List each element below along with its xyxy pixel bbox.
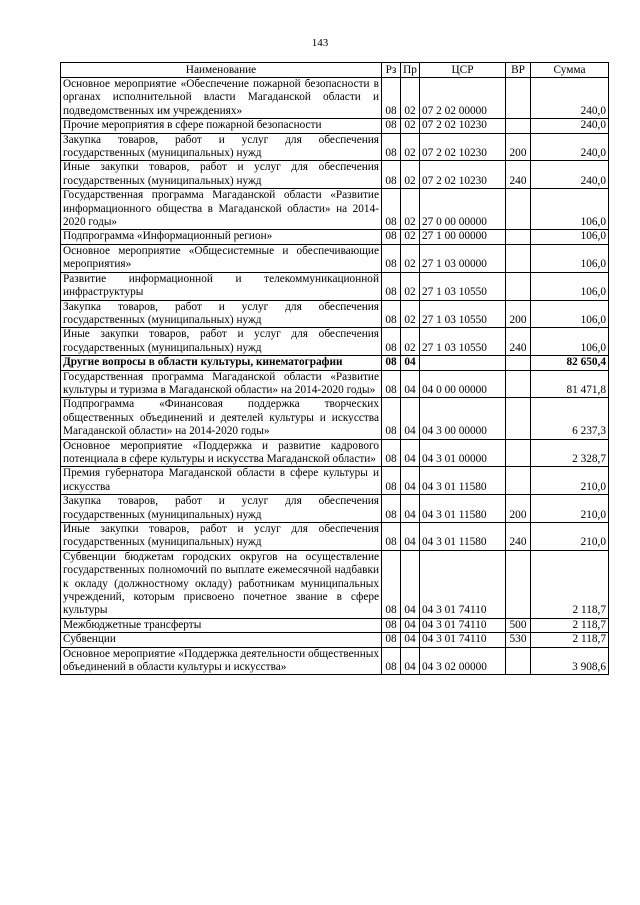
table-row bbox=[61, 133, 609, 161]
cell-sum: 2 118,7 bbox=[531, 633, 609, 647]
cell-rz: 08 bbox=[382, 356, 401, 370]
cell-name: Прочие мероприятия в сфере пожарной безопасности bbox=[61, 119, 382, 133]
cell-name: Государственная программа Магаданской области «Развитие культуры и туризма в Магаданской области» на 2014-2020 годы» bbox=[61, 370, 382, 398]
cell-vr bbox=[506, 467, 531, 495]
cell-vr bbox=[506, 398, 531, 439]
table-row bbox=[61, 119, 609, 133]
cell-sum: 240,0 bbox=[531, 119, 609, 133]
table-row bbox=[61, 272, 609, 300]
cell-name: Субвенции bbox=[61, 633, 382, 647]
table-row bbox=[61, 633, 609, 647]
cell-sum: 3 908,6 bbox=[531, 647, 609, 675]
cell-name: Основное мероприятие «Общесистемные и обеспечивающие мероприятия» bbox=[61, 244, 382, 272]
table-row bbox=[61, 230, 609, 244]
header-csr: ЦСР bbox=[420, 63, 506, 78]
cell-rz: 08 bbox=[382, 495, 401, 523]
cell-rz: 08 bbox=[382, 398, 401, 439]
cell-name: Иные закупки товаров, работ и услуг для обеспечения государственных (муниципальных) нужд bbox=[61, 328, 382, 356]
cell-vr bbox=[506, 370, 531, 398]
cell-vr bbox=[506, 230, 531, 244]
cell-sum: 2 328,7 bbox=[531, 439, 609, 467]
cell-pr: 02 bbox=[401, 78, 420, 119]
cell-rz: 08 bbox=[382, 633, 401, 647]
header-sum: Сумма bbox=[531, 63, 609, 78]
cell-pr: 02 bbox=[401, 189, 420, 230]
cell-pr: 04 bbox=[401, 439, 420, 467]
cell-pr: 04 bbox=[401, 495, 420, 523]
cell-csr: 04 3 01 11580 bbox=[420, 467, 506, 495]
cell-csr: 04 3 01 74110 bbox=[420, 618, 506, 632]
table-row bbox=[61, 328, 609, 356]
cell-pr: 02 bbox=[401, 161, 420, 189]
cell-rz: 08 bbox=[382, 300, 401, 328]
cell-sum: 240,0 bbox=[531, 78, 609, 119]
cell-rz: 08 bbox=[382, 272, 401, 300]
cell-csr: 04 0 00 00000 bbox=[420, 370, 506, 398]
cell-pr: 04 bbox=[401, 633, 420, 647]
cell-rz: 08 bbox=[382, 439, 401, 467]
cell-pr: 02 bbox=[401, 272, 420, 300]
header-vr: ВР bbox=[506, 63, 531, 78]
header-name: Наименование bbox=[61, 63, 382, 78]
cell-name: Закупка товаров, работ и услуг для обеспечения государственных (муниципальных) нужд bbox=[61, 495, 382, 523]
cell-vr: 200 bbox=[506, 133, 531, 161]
cell-vr bbox=[506, 550, 531, 618]
cell-name: Подпрограмма «Информационный регион» bbox=[61, 230, 382, 244]
cell-rz: 08 bbox=[382, 189, 401, 230]
cell-sum: 106,0 bbox=[531, 230, 609, 244]
cell-name: Субвенции бюджетам городских округов на осуществление государственных полномочий по выплате ежемесячной надбавки к окладу (должностному окладу) работникам муниципальных учреждений, которым присвоено почетное звание в сфере культуры bbox=[61, 550, 382, 618]
cell-csr: 27 1 03 10550 bbox=[420, 328, 506, 356]
cell-rz: 08 bbox=[382, 618, 401, 632]
cell-csr: 27 1 03 10550 bbox=[420, 272, 506, 300]
table-body bbox=[61, 78, 609, 675]
cell-csr: 27 1 03 00000 bbox=[420, 244, 506, 272]
cell-name: Иные закупки товаров, работ и услуг для обеспечения государственных (муниципальных) нужд bbox=[61, 161, 382, 189]
table-row bbox=[61, 189, 609, 230]
cell-name: Премия губернатора Магаданской области в сфере культуры и искусства bbox=[61, 467, 382, 495]
cell-csr: 04 3 01 74110 bbox=[420, 550, 506, 618]
table-header-row bbox=[61, 63, 609, 78]
cell-sum: 210,0 bbox=[531, 523, 609, 551]
cell-rz: 08 bbox=[382, 523, 401, 551]
cell-pr: 02 bbox=[401, 119, 420, 133]
cell-pr: 02 bbox=[401, 328, 420, 356]
cell-pr: 02 bbox=[401, 300, 420, 328]
cell-sum: 2 118,7 bbox=[531, 550, 609, 618]
cell-name: Государственная программа Магаданской области «Развитие информационного общества в Магаданской области» на 2014-2020 годы» bbox=[61, 189, 382, 230]
table-row bbox=[61, 550, 609, 618]
cell-pr: 04 bbox=[401, 523, 420, 551]
table-row bbox=[61, 618, 609, 632]
cell-csr: 27 1 00 00000 bbox=[420, 230, 506, 244]
cell-rz: 08 bbox=[382, 647, 401, 675]
cell-sum: 210,0 bbox=[531, 467, 609, 495]
table-row bbox=[61, 356, 609, 370]
table-row bbox=[61, 647, 609, 675]
cell-pr: 02 bbox=[401, 244, 420, 272]
cell-csr: 07 2 02 10230 bbox=[420, 119, 506, 133]
cell-csr: 07 2 02 10230 bbox=[420, 133, 506, 161]
cell-pr: 02 bbox=[401, 230, 420, 244]
cell-sum: 210,0 bbox=[531, 495, 609, 523]
cell-rz: 08 bbox=[382, 467, 401, 495]
cell-sum: 106,0 bbox=[531, 328, 609, 356]
cell-vr bbox=[506, 244, 531, 272]
cell-vr: 240 bbox=[506, 328, 531, 356]
page-number: 143 bbox=[311, 37, 329, 49]
cell-vr: 200 bbox=[506, 495, 531, 523]
cell-vr: 500 bbox=[506, 618, 531, 632]
cell-vr bbox=[506, 119, 531, 133]
cell-rz: 08 bbox=[382, 78, 401, 119]
budget-table bbox=[60, 62, 609, 675]
cell-vr: 240 bbox=[506, 161, 531, 189]
table-row bbox=[61, 78, 609, 119]
table-row bbox=[61, 439, 609, 467]
cell-rz: 08 bbox=[382, 119, 401, 133]
cell-sum: 106,0 bbox=[531, 244, 609, 272]
cell-name: Основное мероприятие «Поддержка и развитие кадрового потенциала в сфере культуры и искусства Магаданской области» bbox=[61, 439, 382, 467]
cell-sum: 6 237,3 bbox=[531, 398, 609, 439]
header-rz: Рз bbox=[382, 63, 401, 78]
cell-sum: 240,0 bbox=[531, 133, 609, 161]
table-row bbox=[61, 398, 609, 439]
cell-sum: 240,0 bbox=[531, 161, 609, 189]
cell-rz: 08 bbox=[382, 133, 401, 161]
cell-sum: 2 118,7 bbox=[531, 618, 609, 632]
cell-vr: 200 bbox=[506, 300, 531, 328]
cell-csr: 04 3 01 11580 bbox=[420, 495, 506, 523]
cell-csr: 04 3 01 00000 bbox=[420, 439, 506, 467]
cell-csr bbox=[420, 356, 506, 370]
table-row bbox=[61, 495, 609, 523]
cell-vr bbox=[506, 189, 531, 230]
cell-csr: 04 3 02 00000 bbox=[420, 647, 506, 675]
cell-name: Другие вопросы в области культуры, кинематографии bbox=[61, 356, 382, 370]
cell-pr: 04 bbox=[401, 370, 420, 398]
cell-csr: 27 0 00 00000 bbox=[420, 189, 506, 230]
table-row bbox=[61, 370, 609, 398]
table-row bbox=[61, 244, 609, 272]
cell-rz: 08 bbox=[382, 550, 401, 618]
cell-csr: 07 2 02 00000 bbox=[420, 78, 506, 119]
cell-name: Закупка товаров, работ и услуг для обеспечения государственных (муниципальных) нужд bbox=[61, 300, 382, 328]
cell-rz: 08 bbox=[382, 230, 401, 244]
cell-name: Подпрограмма «Финансовая поддержка творческих общественных объединений и деятелей культуры и искусства Магаданской области» на 2014-2020 годы» bbox=[61, 398, 382, 439]
cell-sum: 106,0 bbox=[531, 189, 609, 230]
cell-rz: 08 bbox=[382, 161, 401, 189]
cell-csr: 27 1 03 10550 bbox=[420, 300, 506, 328]
table-row bbox=[61, 467, 609, 495]
cell-sum: 106,0 bbox=[531, 272, 609, 300]
cell-pr: 04 bbox=[401, 647, 420, 675]
header-pr: Пр bbox=[401, 63, 420, 78]
cell-vr bbox=[506, 439, 531, 467]
table-row bbox=[61, 161, 609, 189]
cell-rz: 08 bbox=[382, 370, 401, 398]
cell-name: Основное мероприятие «Обеспечение пожарной безопасности в органах исполнительной власти Магаданской области и подведомственных им учреждениях» bbox=[61, 78, 382, 119]
cell-csr: 04 3 00 00000 bbox=[420, 398, 506, 439]
cell-name: Развитие информационной и телекоммуникационной инфраструктуры bbox=[61, 272, 382, 300]
cell-name: Основное мероприятие «Поддержка деятельности общественных объединений в области культуры и искусства» bbox=[61, 647, 382, 675]
cell-vr bbox=[506, 272, 531, 300]
cell-vr: 240 bbox=[506, 523, 531, 551]
cell-vr bbox=[506, 647, 531, 675]
cell-name: Закупка товаров, работ и услуг для обеспечения государственных (муниципальных) нужд bbox=[61, 133, 382, 161]
cell-csr: 04 3 01 74110 bbox=[420, 633, 506, 647]
cell-pr: 04 bbox=[401, 398, 420, 439]
cell-sum: 81 471,8 bbox=[531, 370, 609, 398]
table-row bbox=[61, 300, 609, 328]
cell-sum: 82 650,4 bbox=[531, 356, 609, 370]
cell-pr: 04 bbox=[401, 550, 420, 618]
cell-rz: 08 bbox=[382, 328, 401, 356]
cell-csr: 04 3 01 11580 bbox=[420, 523, 506, 551]
table-row bbox=[61, 523, 609, 551]
cell-sum: 106,0 bbox=[531, 300, 609, 328]
cell-name: Иные закупки товаров, работ и услуг для обеспечения государственных (муниципальных) нужд bbox=[61, 523, 382, 551]
cell-csr: 07 2 02 10230 bbox=[420, 161, 506, 189]
cell-rz: 08 bbox=[382, 244, 401, 272]
cell-pr: 02 bbox=[401, 133, 420, 161]
cell-pr: 04 bbox=[401, 356, 420, 370]
cell-vr bbox=[506, 356, 531, 370]
cell-vr: 530 bbox=[506, 633, 531, 647]
cell-vr bbox=[506, 78, 531, 119]
cell-pr: 04 bbox=[401, 467, 420, 495]
cell-name: Межбюджетные трансферты bbox=[61, 618, 382, 632]
cell-pr: 04 bbox=[401, 618, 420, 632]
